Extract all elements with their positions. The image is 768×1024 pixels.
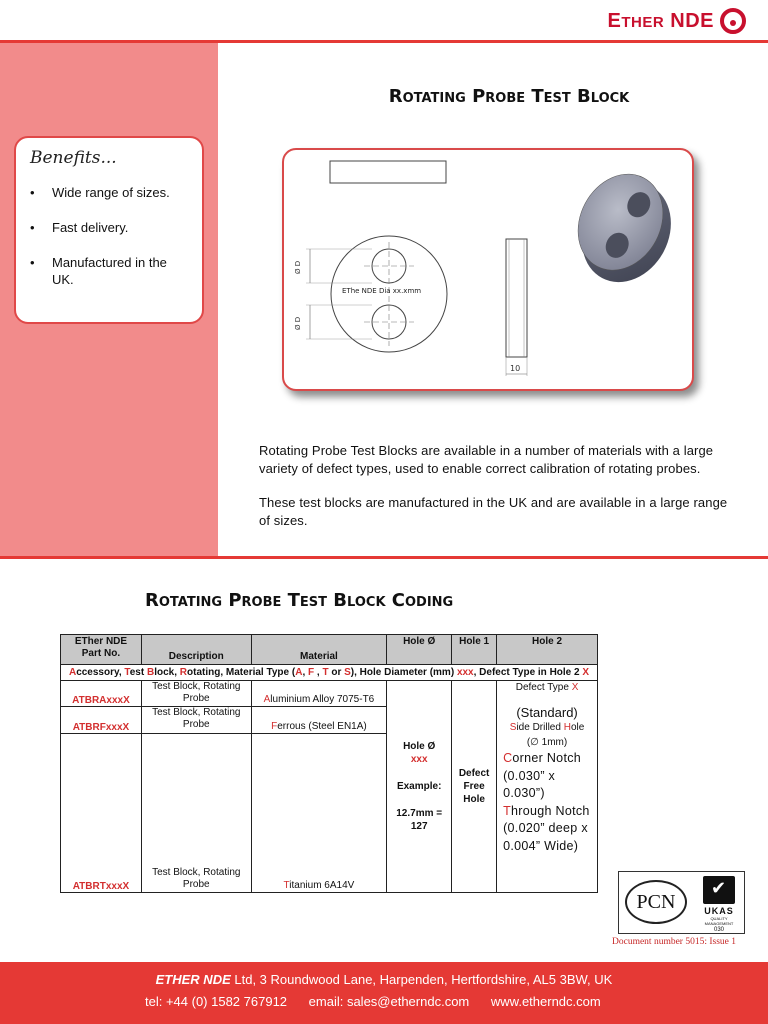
material: Aluminium Alloy 7075-T6 — [251, 681, 387, 707]
hole-diameter-info: Hole Ø xxx Example: 12.7mm = 127 — [387, 681, 452, 893]
benefits-list — [30, 184, 188, 288]
document-number: Document number 5015: Issue 1 — [612, 937, 737, 947]
coding-key: Accessory, Test Block, Rotating, Material Type (A, F , T or S), Hole Diameter (mm) xxx, Defect Type in Hole 2 X — [61, 665, 598, 681]
footer-address: ETHER NDE Ltd, 3 Roundwood Lane, Harpenden, Hertfordshire, AL5 3BW, UK — [155, 972, 613, 987]
description: Test Block, Rotating Probe — [141, 707, 251, 734]
technical-drawing — [284, 150, 696, 393]
page-title: Rotating Probe Test Block — [388, 86, 630, 107]
footer-website[interactable]: www.etherndc.com — [490, 994, 601, 1009]
footer-contacts — [145, 994, 619, 1009]
hole-2-info: Defect Type X (Standard) Side Drilled Hole (∅ 1mm) Corner Notch (0.030” x 0.030”) Through Notch (0.020” deep x 0.004” Wide) — [497, 681, 598, 893]
header-part-no: ETher NDE Part No. — [61, 635, 142, 665]
header-hole-1: Hole 1 — [452, 635, 497, 665]
part-number: ATBRFxxxX — [61, 707, 142, 734]
company-logo — [608, 8, 746, 34]
accreditation-logos — [618, 871, 745, 934]
ukas-logo: ✔ UKAS QUALITY MANAGEMENT 030 — [699, 876, 739, 930]
benefits-title: Benefits... — [30, 148, 117, 168]
benefit-item: • Wide range of sizes. — [30, 184, 188, 201]
part-number: ATBRTxxxX — [61, 734, 142, 893]
block-3d-render — [558, 159, 690, 298]
header-hole-diameter: Hole Ø — [387, 635, 452, 665]
logo-swirl-icon — [720, 8, 746, 34]
dimension-width-label: 10 — [510, 364, 521, 373]
description: Test Block, Rotating Probe — [141, 681, 251, 707]
dimension-label-lower: Ø D — [294, 316, 302, 330]
header-material: Material — [251, 635, 387, 665]
ukas-crown-icon — [703, 876, 735, 904]
intro-paragraph: Rotating Probe Test Blocks are available in a number of materials with a large variety of defect types, used to enable correct calibration of rotating probes. — [259, 443, 714, 476]
header-description: Description — [141, 635, 251, 665]
dimension-label-upper: Ø D — [294, 260, 302, 274]
benefit-item: • Fast delivery. — [30, 219, 188, 236]
coding-section-title: Rotating Probe Test Block Coding — [145, 590, 454, 611]
coding-table — [60, 634, 598, 893]
part-number: ATBRAxxxX — [61, 681, 142, 707]
coding-key-row — [61, 665, 598, 681]
description: Test Block, Rotating Probe — [141, 734, 251, 893]
footer-phone: tel: +44 (0) 1582 767912 — [145, 994, 288, 1009]
footer — [0, 962, 768, 1024]
section-divider — [0, 556, 768, 559]
intro-paragraph: These test blocks are manufactured in the UK and are available in a large range of sizes. — [259, 495, 728, 528]
logo-wordmark: ETHER NDE — [607, 9, 714, 32]
drawing-engraving-label: EThe NDE Dia xx.xmm — [342, 287, 422, 295]
material: Titanium 6A14V — [251, 734, 387, 893]
technical-drawing-frame — [282, 148, 694, 391]
benefits-box — [14, 136, 204, 324]
table-row — [61, 681, 598, 707]
table-header-row — [61, 635, 598, 665]
intro-text — [259, 442, 739, 529]
benefit-item: • Manufactured in the UK. — [30, 254, 188, 288]
footer-email[interactable]: email: sales@etherndc.com — [308, 994, 470, 1009]
material: Ferrous (Steel EN1A) — [251, 707, 387, 734]
hole-1-info: Defect Free Hole — [452, 681, 497, 893]
pcn-logo: PCN — [625, 880, 687, 924]
header-hole-2: Hole 2 — [497, 635, 598, 665]
